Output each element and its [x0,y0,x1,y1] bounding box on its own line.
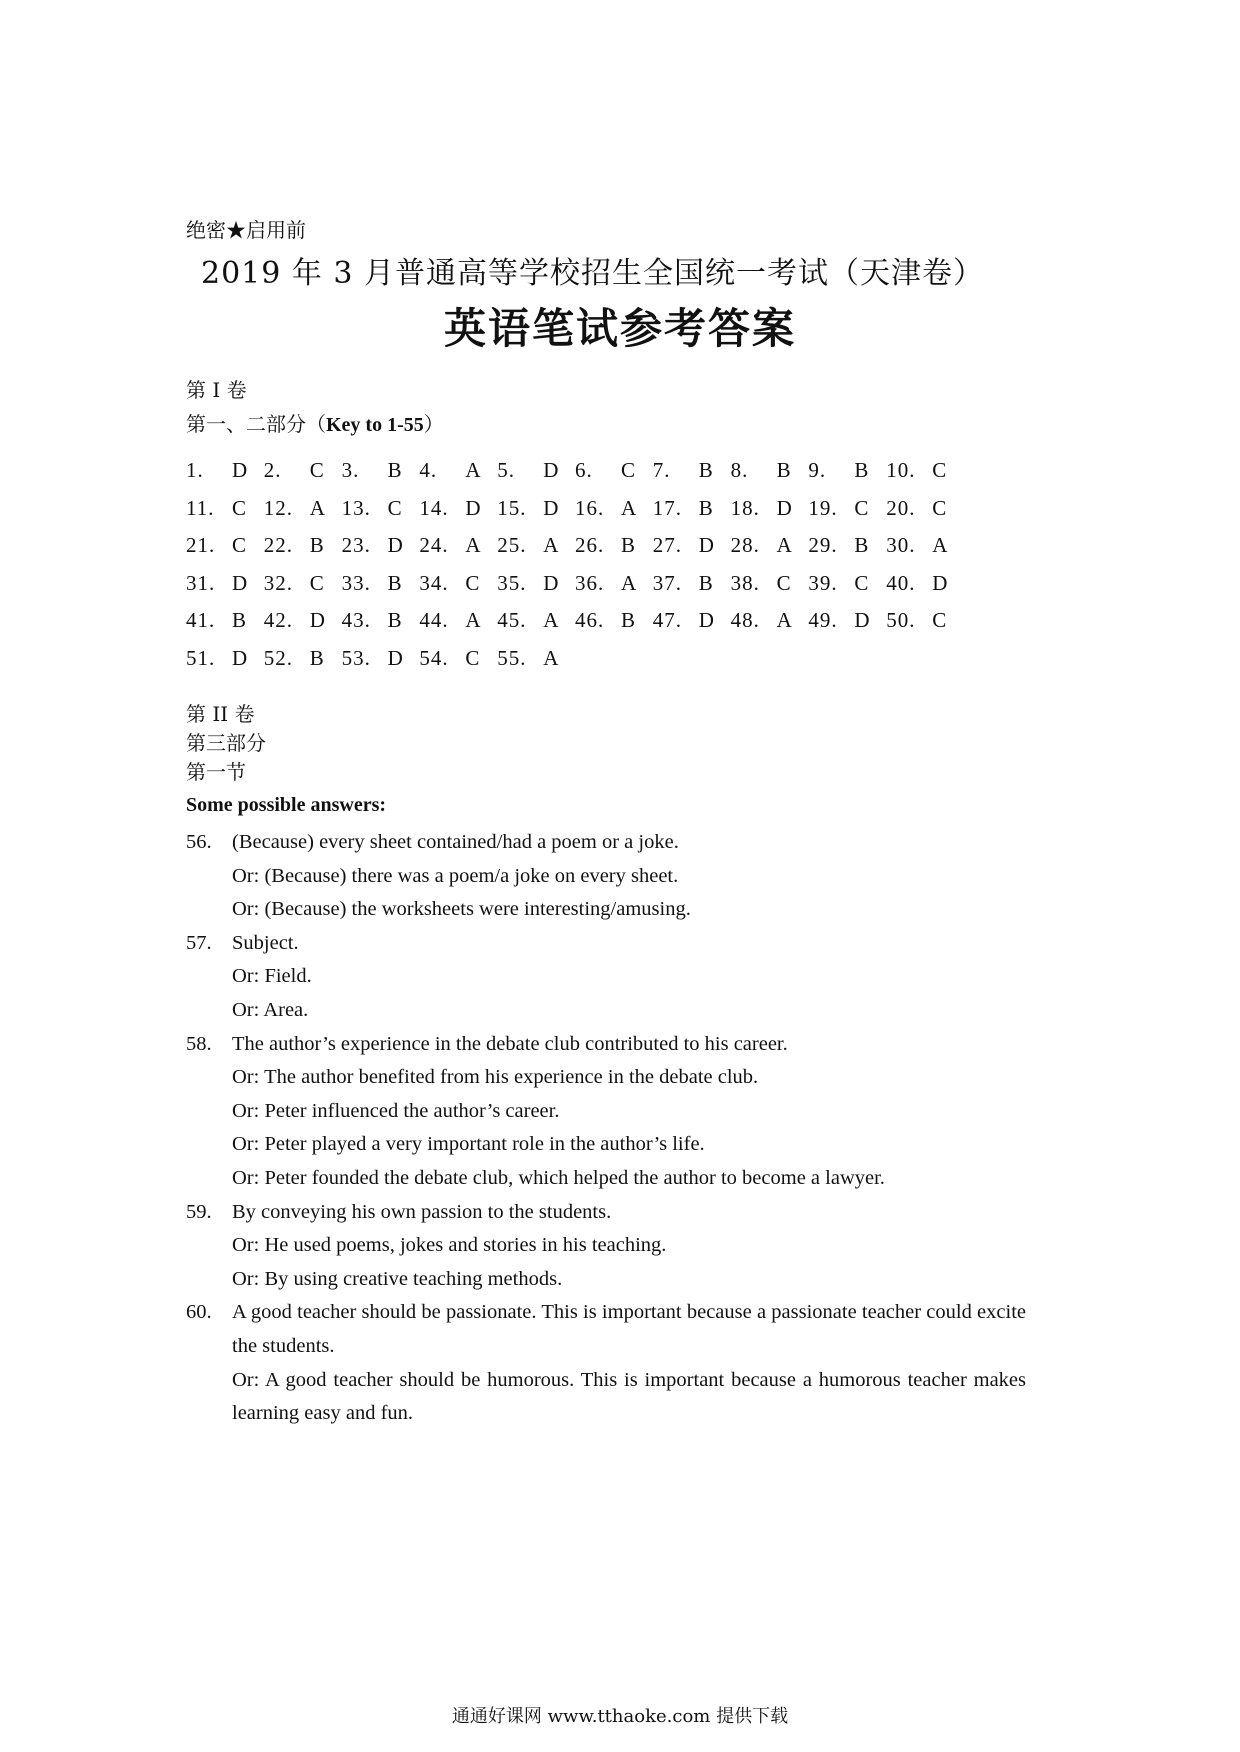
answer-cell [497,533,560,558]
part-1-2-label: 第一、二部分（ [186,412,326,436]
answer-cell [652,533,715,558]
answer-letter: D [465,495,482,520]
answer-number: 55. [497,645,527,670]
answer-number: 25. [497,533,527,558]
answer-number: 39. [808,570,838,595]
part-1-2-close: ） [423,412,444,436]
answer-letter: A [776,608,793,633]
answer-letter: A [543,608,560,633]
question-alternative: Or: By using creative teaching methods. [232,1267,563,1290]
answer-letter: A [465,533,482,558]
answer-number: 13. [341,495,371,520]
answer-cell [263,458,325,483]
answer-number: 35. [497,570,527,595]
answer-cell [341,608,403,633]
answer-number: 31. [186,570,216,595]
answer-letter: B [387,458,403,482]
answer-cell [808,570,870,596]
answer-cell [730,458,792,483]
answer-letter: B [698,458,714,482]
answer-letter: B [309,533,325,558]
answer-cell [652,570,714,596]
answer-cell [497,495,560,521]
answer-letter: B [854,533,870,558]
answer-number: 28. [730,533,760,558]
answer-cell [419,608,482,633]
answer-cell [886,458,948,483]
answer-number: 23. [341,533,371,558]
answer-letter: D [698,533,715,558]
answer-cell [808,458,870,483]
question-number: 56. [186,831,212,853]
answer-cell [730,533,793,558]
answer-row [186,496,1032,534]
question-item [186,1196,1026,1297]
answer-number: 11. [186,495,215,520]
answer-cell [186,608,248,633]
answer-number: 52. [263,645,294,670]
answer-letter: A [621,570,638,595]
answer-cell [652,608,715,633]
answer-letter: A [621,495,638,520]
answer-number: 46. [575,608,605,633]
answer-letter: A [465,458,482,482]
answer-letter: B [309,645,325,670]
volume-1-label: 第 I 卷 [186,378,247,402]
part-1-2-heading [186,408,444,437]
answer-cell [808,495,870,521]
answer-cell [497,608,560,633]
question-item [186,1028,1026,1196]
question-alternative: Or: Peter influenced the author’s career. [232,1099,560,1122]
answer-number: 20. [886,495,916,520]
answer-cell [263,645,325,671]
answer-number: 6. [575,458,593,482]
answer-cell [263,570,325,596]
answer-cell [341,570,403,596]
answer-letter: B [698,570,714,595]
answer-cell [419,458,482,483]
answer-grid [186,458,1032,684]
footer-text: 通通好课网 www.tthaoke.com 提供下载 [451,1706,789,1727]
answer-letter: A [776,533,793,558]
part-3-label: 第三部分 [186,731,266,755]
answer-cell [186,458,249,483]
answer-cell [497,458,560,483]
answer-number: 50. [886,608,916,633]
answer-number: 29. [808,533,838,558]
answer-letter: D [543,570,560,595]
answer-number: 4. [419,458,438,482]
answer-cell [575,458,637,483]
answer-number: 19. [808,495,838,520]
answer-cell [575,608,637,633]
answer-cell [419,533,482,558]
answer-number: 42. [263,608,294,633]
possible-answers-heading: Some possible answers: [186,794,387,816]
question-item [186,927,1026,1028]
answer-letter: C [932,495,948,520]
question-list [186,826,1026,1296]
answer-letter: D [698,608,715,633]
question-answer: Subject. [232,931,299,954]
answer-number: 18. [730,495,760,520]
answer-number: 41. [186,608,216,633]
answer-letter: B [854,458,870,482]
answer-letter: D [387,533,404,558]
answer-letter: C [776,570,792,595]
question-alternative: Or: (Because) the worksheets were interesting/amusing. [232,898,691,921]
answer-cell [730,495,793,521]
answer-row [186,458,1032,496]
answer-letter: D [543,458,560,482]
question-60 [186,1296,1026,1430]
answer-cell [730,570,792,596]
answer-number: 37. [652,570,683,595]
answer-cell [808,533,870,558]
answer-letter: C [854,495,870,520]
answer-letter: C [309,570,325,595]
answer-cell [263,533,325,558]
answer-letter: B [232,608,248,633]
question-number: 59. [186,1200,212,1223]
answer-number: 51. [186,645,216,670]
answer-number: 49. [808,608,838,633]
answer-number: 14. [419,495,449,520]
question-alternative: Or: The author benefited from his experience in the debate club. [232,1066,759,1089]
answer-cell [652,495,714,521]
answer-cell [419,570,481,596]
answer-letter: C [932,608,948,633]
answer-cell [341,458,403,483]
answer-cell [419,495,482,521]
answer-cell [263,608,326,633]
answer-number: 7. [652,458,671,482]
answer-number: 32. [263,570,294,595]
answer-number: 36. [575,570,605,595]
answer-letter: A [309,495,326,520]
answer-cell [886,495,948,521]
question-alternative: Or: Area. [232,998,309,1021]
answer-row [186,533,1032,571]
answers-list [186,826,1026,1431]
answer-letter: B [698,495,714,520]
answer-number: 40. [886,570,916,595]
answer-number: 16. [575,495,605,520]
part-1-2-key: Key to 1-55 [326,414,424,436]
answer-cell [652,458,714,483]
answer-cell [186,533,248,558]
answer-number: 45. [497,608,527,633]
answer-cell [186,495,248,521]
answer-letter: D [387,645,404,670]
answer-letter: C [309,458,325,482]
answer-number: 22. [263,533,294,558]
answer-cell [730,608,793,633]
answer-number: 9. [808,458,827,482]
answer-letter: D [309,608,326,633]
answer-number: 30. [886,533,916,558]
question-answer: By conveying his own passion to the students. [232,1200,612,1223]
page-title: 英语笔试参考答案 [443,304,796,353]
answer-letter: B [621,533,637,558]
answer-cell [886,608,948,633]
answer-number: 21. [186,533,216,558]
answer-row [186,571,1032,609]
answer-letter: D [932,570,949,595]
answer-number: 26. [575,533,605,558]
answer-letter: B [387,608,403,633]
answer-cell [341,495,403,521]
answer-letter: C [932,458,948,482]
answer-number: 34. [419,570,449,595]
question-number: 60. [186,1301,212,1324]
answer-row [186,608,1032,646]
answer-letter: A [543,533,560,558]
answer-letter: A [543,645,560,670]
answer-letter: C [465,570,481,595]
question-number: 58. [186,1032,212,1055]
answer-letter: C [232,533,248,558]
question-number: 57. [186,931,212,954]
answer-cell [808,608,871,633]
answer-letter: C [621,458,637,482]
answer-number: 2. [263,458,282,482]
answer-cell [575,533,637,558]
answer-cell [186,570,249,596]
question-alternative: Or: He used poems, jokes and stories in his teaching. [232,1234,667,1257]
answer-cell [341,645,404,671]
answer-number: 33. [341,570,371,595]
answer-cell [497,570,560,596]
answer-letter: C [854,570,870,595]
answer-number: 48. [730,608,760,633]
section-1-label: 第一节 [186,760,246,784]
answer-letter: D [776,495,793,520]
answer-letter: D [232,645,249,670]
answer-cell [575,495,638,521]
answer-number: 15. [497,495,527,520]
question-item [186,826,1026,927]
exam-title: 2019 年 3 月普通高等学校招生全国统一考试（天津卷） [201,256,985,291]
answer-letter: B [621,608,637,633]
answer-letter: C [232,495,248,520]
answer-cell [497,645,560,671]
question-answer: The author’s experience in the debate club contributed to his career. [232,1032,788,1055]
answer-cell [575,570,638,596]
answer-number: 17. [652,495,683,520]
answer-letter: C [387,495,403,520]
answer-number: 3. [341,458,360,482]
answer-letter: C [465,645,481,670]
answer-letter: D [232,458,249,482]
question-answer: A good teacher should be passionate. This is important because a passionate teacher could excite the students. [232,1301,1026,1357]
answer-cell [186,645,249,671]
volume-2-label: 第 II 卷 [186,702,255,726]
answer-cell [886,570,949,596]
secret-mark: 绝密★启用前 [186,218,306,242]
answer-cell [419,645,481,671]
answer-number: 43. [341,608,371,633]
question-alternative: Or: Field. [232,965,312,988]
answer-letter: B [387,570,403,595]
question-answer: (Because) every sheet contained/had a poem or a joke. [232,831,679,853]
answer-cell [886,533,949,558]
question-alternative: Or: A good teacher should be humorous. This is important because a humorous teacher makes learning easy and fun. [232,1368,1026,1425]
answer-number: 24. [419,533,449,558]
answer-number: 44. [419,608,449,633]
answer-letter: B [776,458,792,482]
answer-number: 27. [652,533,683,558]
answer-letter: A [932,533,949,558]
answer-number: 5. [497,458,515,482]
answer-number: 8. [730,458,749,482]
answer-letter: D [854,608,871,633]
question-alternative: Or: (Because) there was a poem/a joke on every sheet. [232,864,679,887]
question-alternative: Or: Peter played a very important role in the author’s life. [232,1133,705,1156]
question-alternative: Or: Peter founded the debate club, which helped the author to become a lawyer. [232,1166,885,1189]
answer-letter: A [465,608,482,633]
answer-number: 53. [341,645,371,670]
answer-number: 54. [419,645,449,670]
answer-letter: D [543,495,560,520]
answer-cell [341,533,404,558]
answer-letter: D [232,570,249,595]
answer-number: 10. [886,458,916,482]
answer-number: 38. [730,570,760,595]
answer-number: 12. [263,495,294,520]
answer-number: 47. [652,608,683,633]
answer-cell [263,495,326,521]
answer-row [186,646,1032,684]
answer-number: 1. [186,458,204,482]
